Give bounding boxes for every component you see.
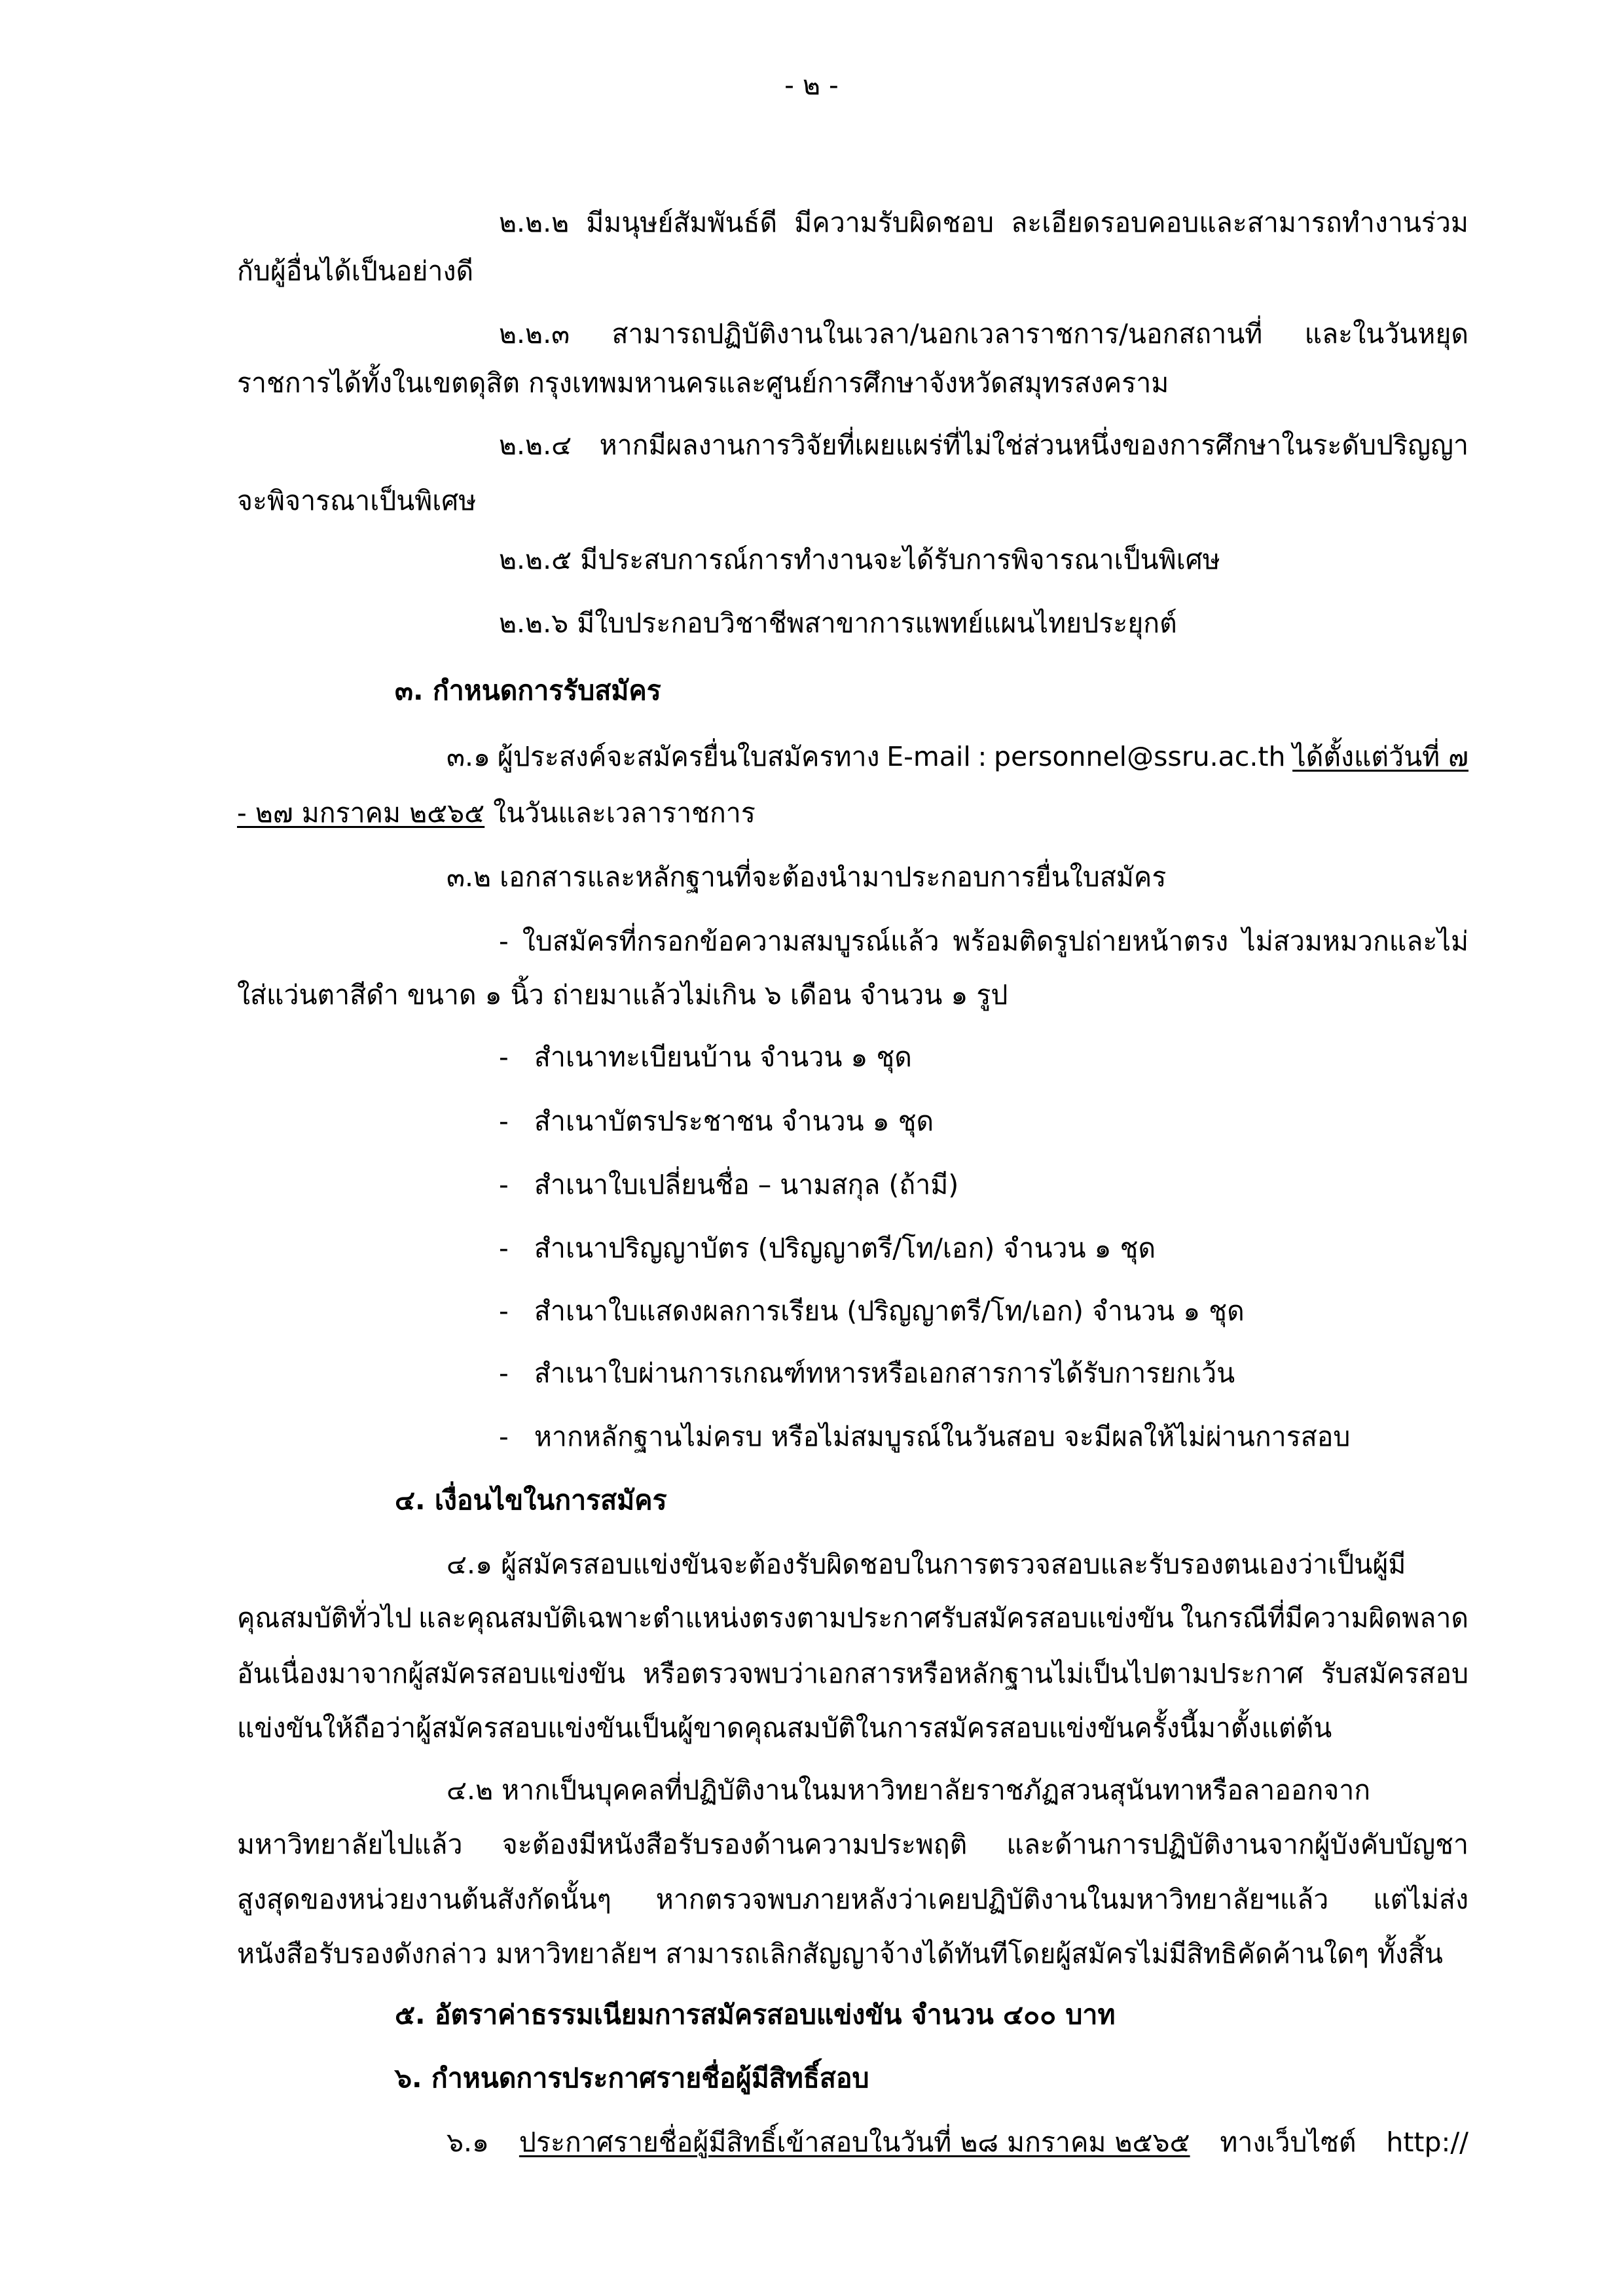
item-4-1-line3: อันเนื่องมาจากผู้สมัครสอบแข่งขัน หรือตรวจพบว่าเอกสารหรือหลักฐานไม่เป็นไปตามประกาศ รับสมัครสอบ: [237, 1658, 1468, 1689]
item-2-2-6: ๒.๒.๖ มีใบประกอบวิชาชีพสาขาการแพทย์แผนไทยประยุกต์: [499, 607, 1177, 639]
item-2-2-5: ๒.๒.๕ มีประสบการณ์การทำงานจะได้รับการพิจารณาเป็นพิเศษ: [499, 544, 1220, 575]
list-item: - สำเนาใบแสดงผลการเรียน (ปริญญาตรี/โท/เอก) จำนวน ๑ ชุด: [499, 1295, 1245, 1327]
section-4-heading: ๔. เงื่อนไขในการสมัคร: [395, 1484, 667, 1516]
section-5-heading: ๕. อัตราค่าธรรมเนียมการสมัครสอบแข่งขัน จำนวน ๔๐๐ บาท: [395, 1999, 1116, 2030]
item-4-2-line2: มหาวิทยาลัยไปแล้ว จะต้องมีหนังสือรับรองด้านความประพฤติ และด้านการปฏิบัติงานจากผู้บังคับบัญชา: [237, 1829, 1468, 1860]
item-4-1-line4: แข่งขันให้ถือว่าผู้สมัครสอบแข่งขันเป็นผู้ขาดคุณสมบัติในการสมัครสอบแข่งขันครั้งนี้มาตั้งแต่ต้น: [237, 1712, 1332, 1744]
item-2-2-3-line2: ราชการได้ทั้งในเขตดุสิต กรุงเทพมหานครและศูนย์การศึกษาจังหวัดสมุทรสงคราม: [237, 367, 1169, 399]
item-2-2-3-line1: ๒.๒.๓ สามารถปฏิบัติงานในเวลา/นอกเวลาราชการ/นอกสถานที่ และในวันหยุด: [499, 318, 1468, 350]
item-4-2-line1: ๔.๒ หากเป็นบุคคลที่ปฏิบัติงานในมหาวิทยาลัยราชภัฏสวนสุนันทาหรือลาออกจาก: [447, 1774, 1371, 1806]
item-number: ๒.๒.๒: [499, 207, 570, 238]
item-4-2-line3: สูงสุดของหน่วยงานต้นสังกัดนั้นๆ หากตรวจพบภายหลังว่าเคยปฏิบัติงานในมหาวิทยาลัยฯแล้ว แต่ไม่ส่ง: [237, 1884, 1468, 1915]
item-6-1-line1: ๖.๑ ประกาศรายชื่อผู้มีสิทธิ์เข้าสอบในวันที่ ๒๘ มกราคม ๒๕๖๕ ทางเว็บไซต์ http://: [447, 2126, 1468, 2158]
item-3-1-line2: - ๒๗ มกราคม ๒๕๖๕ ในวันและเวลาราชการ: [237, 797, 756, 829]
item-4-1-line1: ๔.๑ ผู้สมัครสอบแข่งขันจะต้องรับผิดชอบในการตรวจสอบและรับรองตนเองว่าเป็นผู้มี: [447, 1549, 1406, 1580]
item-2-2-4-line2: จะพิจารณาเป็นพิเศษ: [237, 485, 477, 516]
page-number: - ๒ -: [784, 69, 839, 101]
item-4-2-line4: หนังสือรับรองดังกล่าว มหาวิทยาลัยฯ สามารถเลิกสัญญาจ้างได้ทันทีโดยผู้สมัครไม่มีสิทธิคัดค้านใดๆ ทั้งสิ้น: [237, 1938, 1443, 1969]
document-item-application: - ใบสมัครที่กรอกข้อความสมบูรณ์แล้ว พร้อมติดรูปถ่ายหน้าตรง ไม่สวมหมวกและไม่: [499, 925, 1468, 957]
item-3-1-line1: ๓.๑ ผู้ประสงค์จะสมัครยื่นใบสมัครทาง E-mail : personnel@ssru.ac.th ได้ตั้งแต่วันที่ ๗: [447, 737, 1468, 776]
item-2-2-2-line1: ๒.๒.๒ มีมนุษย์สัมพันธ์ดี มีความรับผิดชอบ ละเอียดรอบคอบและสามารถทำงานร่วม: [499, 203, 1468, 242]
item-4-1-line2: คุณสมบัติทั่วไป และคุณสมบัติเฉพาะตำแหน่งตรงตามประกาศรับสมัครสอบแข่งขัน ในกรณีที่มีความผิดพลาด: [237, 1602, 1468, 1634]
document-item-application-cont: ใส่แว่นตาสีดำ ขนาด ๑ นิ้ว ถ่ายมาแล้วไม่เกิน ๖ เดือน จำนวน ๑ รูป: [237, 979, 1008, 1011]
list-item: - สำเนาปริญญาบัตร (ปริญญาตรี/โท/เอก) จำนวน ๑ ชุด: [499, 1232, 1156, 1264]
email-address: personnel@ssru.ac.th: [993, 741, 1286, 772]
list-item: - สำเนาบัตรประชาชน จำนวน ๑ ชุด: [499, 1105, 934, 1137]
section-6-heading: ๖. กำหนดการประกาศรายชื่อผู้มีสิทธิ์สอบ: [395, 2062, 869, 2094]
list-item: - สำเนาใบผ่านการเกณฑ์ทหารหรือเอกสารการได้รับการยกเว้น: [499, 1357, 1235, 1389]
section-3-heading: ๓. กำหนดการรับสมัคร: [395, 675, 661, 706]
list-item: - สำเนาใบเปลี่ยนชื่อ – นามสกุล (ถ้ามี): [499, 1169, 959, 1200]
item-2-2-4-line1: ๒.๒.๔ หากมีผลงานการวิจัยที่เผยแผร่ที่ไม่ใช่ส่วนหนึ่งของการศึกษาในระดับปริญญา: [499, 429, 1468, 461]
list-item: - หากหลักฐานไม่ครบ หรือไม่สมบูรณ์ในวันสอบ จะมีผลให้ไม่ผ่านการสอบ: [499, 1421, 1351, 1452]
list-item: - สำเนาทะเบียนบ้าน จำนวน ๑ ชุด: [499, 1041, 912, 1073]
item-2-2-2-line2: กับผู้อื่นได้เป็นอย่างดี: [237, 255, 474, 287]
item-3-2: ๓.๒ เอกสารและหลักฐานที่จะต้องนำมาประกอบการยื่นใบสมัคร: [447, 861, 1167, 893]
